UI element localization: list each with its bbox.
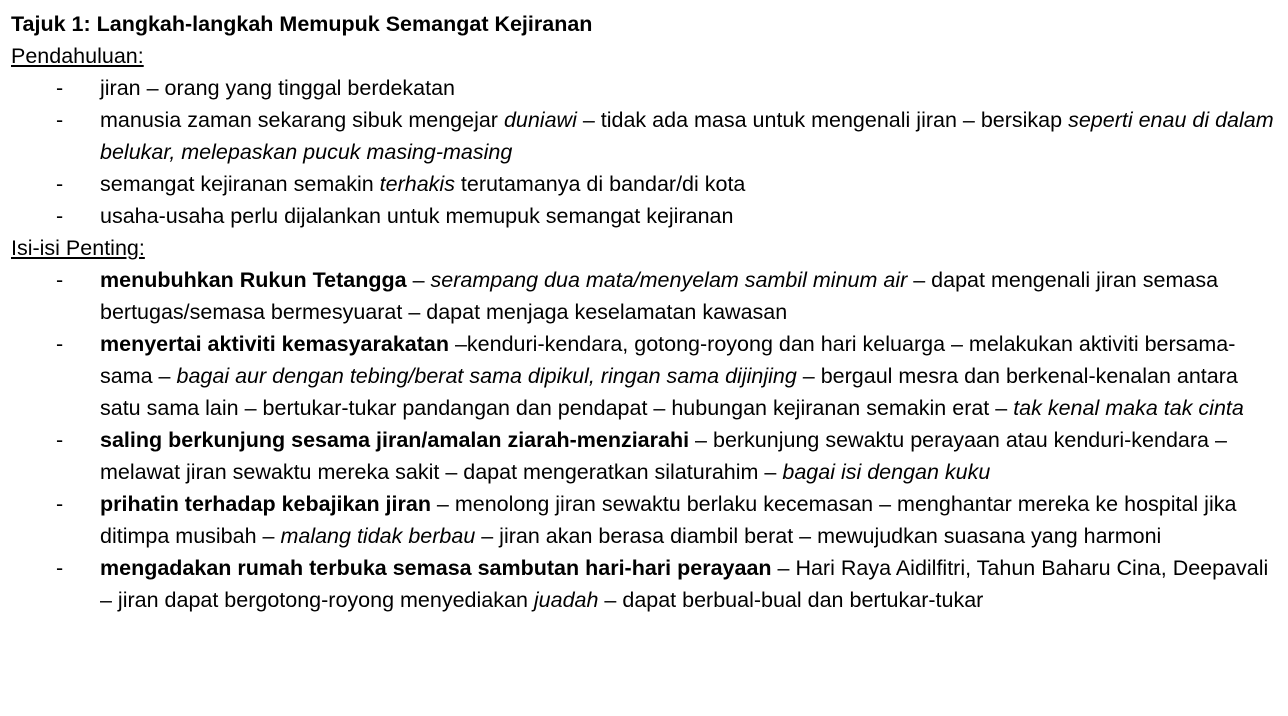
point-text: jiran – orang yang tinggal berdekatan <box>100 76 456 100</box>
bullet-point <box>11 72 1281 104</box>
point-keyword: menubuhkan Rukun Tetangga <box>100 268 407 292</box>
point-idiom: seperti enau di dalam belukar, melepaskan pucuk masing-masing <box>100 108 1274 164</box>
bullet-dash: - <box>56 76 64 100</box>
point-text: – <box>406 268 431 292</box>
bullet-dash: - <box>56 172 64 196</box>
point-text: manusia zaman sekarang sibuk mengejar <box>100 108 504 132</box>
bullet-point <box>11 264 1281 328</box>
document-title: Tajuk 1: Langkah-langkah Memupuk Semangat Kejiranan <box>11 12 593 36</box>
bullet-point <box>11 200 1281 232</box>
bullet-list <box>11 264 1281 616</box>
point-text: terutamanya di bandar/di kota <box>454 172 746 196</box>
point-text: – jiran akan berasa diambil berat – mewujudkan suasana yang harmoni <box>475 524 1162 548</box>
point-idiom: malang tidak berbau <box>280 524 476 548</box>
point-text: – berkunjung sewaktu perayaan atau kenduri-kendara – melawat jiran sewaktu mereka sakit – dapat mengeratkan silaturahim – <box>100 428 1227 484</box>
point-idiom: duniawi <box>503 108 577 132</box>
document-body <box>11 40 1281 616</box>
bullet-dash: - <box>56 108 64 132</box>
point-text: – menolong jiran sewaktu berlaku kecemasan – menghantar mereka ke hospital jika ditimpa musibah – <box>100 492 1237 548</box>
bullet-dash: - <box>56 492 64 516</box>
point-keyword: menyertai aktiviti kemasyarakatan <box>100 332 449 356</box>
point-text: – dapat mengenali jiran semasa bertugas/semasa bermesyuarat – dapat menjaga keselamatan kawasan <box>100 268 1219 324</box>
point-text: – dapat berbual-bual dan bertukar-tukar <box>598 588 984 612</box>
point-idiom: serampang dua mata/menyelam sambil minum air <box>430 268 908 292</box>
bullet-list <box>11 72 1281 232</box>
point-idiom: tak kenal maka tak cinta <box>1013 396 1244 420</box>
point-idiom: juadah <box>533 588 599 612</box>
bullet-dash: - <box>56 268 64 292</box>
point-idiom: bagai isi dengan kuku <box>782 460 991 484</box>
bullet-dash: - <box>56 556 64 580</box>
point-text: semangat kejiranan semakin <box>100 172 380 196</box>
bullet-point <box>11 168 1281 200</box>
bullet-point <box>11 328 1281 424</box>
bullet-point <box>11 552 1281 616</box>
bullet-point <box>11 488 1281 552</box>
point-text: – Hari Raya Aidilfitri, Tahun Baharu Cina, Deepavali – jiran dapat bergotong-royong menyediakan <box>100 556 1269 612</box>
document-page <box>11 8 1281 616</box>
section-heading: Isi-isi Penting: <box>11 236 145 260</box>
bullet-dash: - <box>56 204 64 228</box>
point-idiom: bagai aur dengan tebing/berat sama dipikul, ringan sama dijinjing <box>176 364 797 388</box>
bullet-dash: - <box>56 428 64 452</box>
section-heading: Pendahuluan: <box>11 44 144 68</box>
point-text: –kenduri-kendara, gotong-royong dan hari keluarga – melakukan aktiviti bersama-sama – <box>100 332 1236 388</box>
point-keyword: saling berkunjung sesama jiran/amalan ziarah-menziarahi <box>100 428 690 452</box>
bullet-point <box>11 104 1281 168</box>
point-keyword: prihatin terhadap kebajikan jiran <box>100 492 431 516</box>
point-text: usaha-usaha perlu dijalankan untuk memupuk semangat kejiranan <box>100 204 734 228</box>
point-text: – bergaul mesra dan berkenal-kenalan antara satu sama lain – bertukar-tukar pandangan dan pendapat – hubungan kejiranan semakin erat – <box>100 364 1238 420</box>
point-keyword: mengadakan rumah terbuka semasa sambutan hari-hari perayaan <box>100 556 772 580</box>
bullet-point <box>11 424 1281 488</box>
bullet-dash: - <box>56 332 64 356</box>
point-idiom: terhakis <box>379 172 455 196</box>
point-text: – tidak ada masa untuk mengenali jiran – bersikap <box>576 108 1069 132</box>
